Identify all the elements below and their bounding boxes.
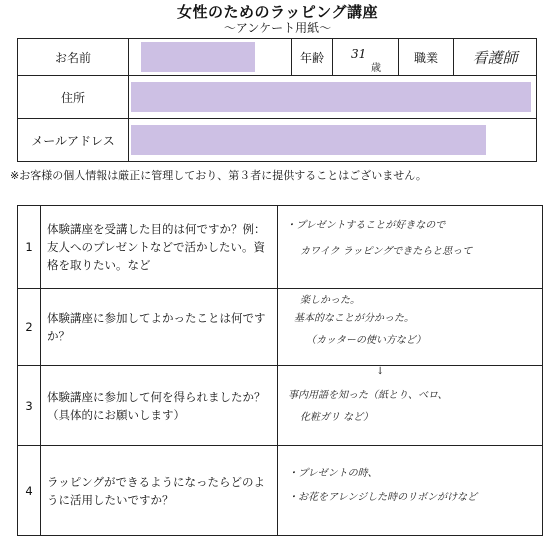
answer-cell — [278, 289, 543, 366]
answer-cell — [278, 206, 543, 289]
occupation-label: 職業 — [399, 39, 454, 76]
redacted-email — [131, 125, 486, 155]
redacted-address — [131, 82, 531, 112]
answer-line: 事内用語を知った（紙とり、ベロ、 — [288, 390, 448, 401]
occupation-value: 看護師 — [472, 48, 518, 67]
question-row — [18, 289, 543, 366]
name-field — [129, 39, 292, 76]
answer-line: （カッターの使い方など） — [306, 335, 426, 346]
question-row — [18, 366, 543, 446]
question-text: ラッピングができるようになったらどのように活用したいですか？ — [41, 446, 278, 536]
email-label: メールアドレス — [18, 119, 129, 162]
redacted-name — [141, 42, 255, 72]
answer-line: 楽しかった。 — [300, 295, 360, 306]
email-field — [129, 119, 537, 162]
age-unit: 歳 — [371, 63, 381, 74]
page-subtitle: ～アンケート用紙～ — [223, 21, 332, 35]
question-row — [18, 206, 543, 289]
question-text: 体験講座に参加してよかったことは何ですか？ — [41, 289, 278, 366]
question-number: 1 — [18, 206, 41, 289]
answer-arrow: ↓ — [376, 366, 385, 377]
question-text: 体験講座を受講した目的は何ですか？例：友人へのプレゼントなどで活かしたい。資格を取りたい。など — [41, 206, 278, 289]
answer-cell — [278, 446, 543, 536]
occupation-field — [454, 39, 537, 76]
question-number: 4 — [18, 446, 41, 536]
question-number: 3 — [18, 366, 41, 446]
answer-line: ・プレゼントすることが好きなので — [286, 220, 446, 231]
address-label: 住所 — [18, 76, 129, 119]
age-field — [333, 39, 399, 76]
personal-info-table — [17, 38, 537, 162]
name-label: お名前 — [18, 39, 129, 76]
address-field — [129, 76, 537, 119]
page-title: 女性のためのラッピング講座 — [177, 3, 378, 21]
answer-cell — [278, 366, 543, 446]
answer-line: ・お花をアレンジした時のリボンがけなど — [288, 492, 478, 503]
question-number: 2 — [18, 289, 41, 366]
age-label: 年齢 — [292, 39, 333, 76]
question-row — [18, 446, 543, 536]
question-text: 体験講座に参加して何を得られましたか？（具体的にお願いします） — [41, 366, 278, 446]
answer-line: カワイク ラッピングできたらと思って — [300, 246, 473, 257]
privacy-note: ※お客様の個人情報は厳正に管理しており、第３者に提供することはございません。 — [10, 169, 427, 182]
answer-line: 化粧ガリ など） — [300, 412, 374, 423]
survey-table — [17, 205, 543, 536]
age-value: 31 — [351, 47, 367, 61]
answer-line: 基本的なことが分かった。 — [294, 313, 414, 324]
answer-line: ・プレゼントの時、 — [288, 468, 378, 479]
